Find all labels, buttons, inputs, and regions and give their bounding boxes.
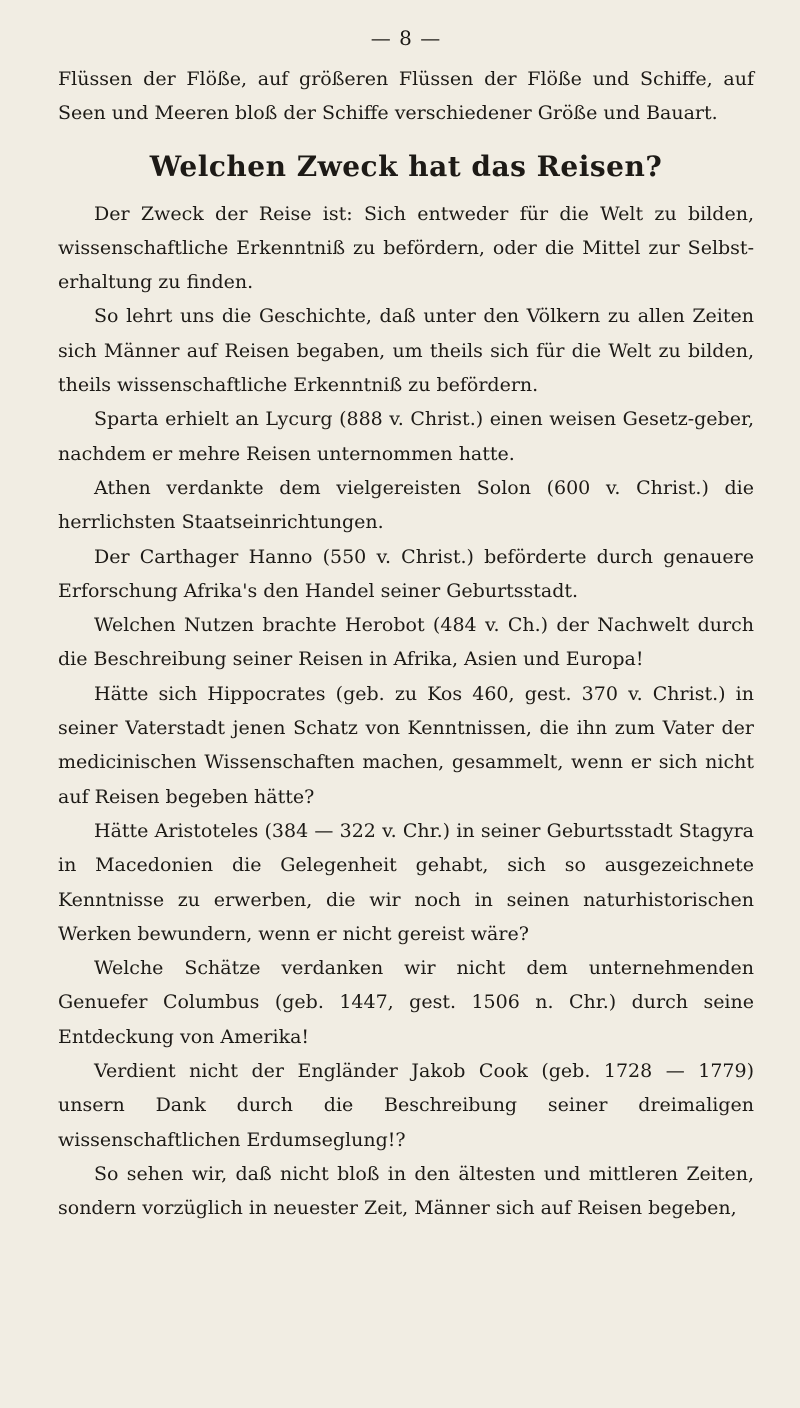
paragraph-neuzeit: So sehen wir, daß nicht bloß in den ältesten und mittleren Zeiten, sondern vorzüglich in neuester Zeit, Männer sich auf Reisen begeben, <box>58 1162 754 1220</box>
paragraph-columbus: Welche Schätze verdanken wir nicht dem unternehmenden Genuefer Columbus (geb. 1447, gest. 1506 n. Chr.) durch seine Entdeckung von Amerika! <box>58 957 754 1048</box>
intro-paragraph: Flüssen der Flöße, auf größeren Flüssen der Flöße und Schiffe, auf Seen und Meeren bloß der Schiffe verschiedener Größe und Bauart. <box>58 68 754 125</box>
section-heading: Welchen Zweck hat das Reisen? <box>149 149 663 183</box>
paragraph-sparta: Sparta erhielt an Lycurg (888 v. Christ.) einen weisen Gesetz-geber, nachdem er mehre Reisen unternommen hatte. <box>58 408 754 465</box>
paragraph-cook: Verdient nicht der Engländer Jakob Cook (geb. 1728 — 1779) unsern Dank durch die Beschreibung seiner dreimaligen wissenschaftlichen Erdumseglung!? <box>58 1060 754 1151</box>
paragraph-athen: Athen verdankte dem vielgereisten Solon (600 v. Christ.) die herrlichsten Staatseinrichtungen. <box>58 476 754 534</box>
paragraph-hanno: Der Carthager Hanno (550 v. Christ.) beförderte durch genauere Erforschung Afrika's den Handel seiner Geburtsstadt. <box>58 545 754 602</box>
paragraph-herodot: Welchen Nutzen brachte Herobot (484 v. Ch.) der Nachwelt durch die Beschreibung seiner Reisen in Afrika, Asien und Europa! <box>58 614 754 671</box>
paragraph-geschichte: So lehrt uns die Geschichte, daß unter den Völkern zu allen Zeiten sich Männer auf Reisen begaben, um theils sich für die Welt zu bilden, theils wissenschaftliche Erkenntniß zu befördern. <box>58 305 754 397</box>
paragraph-aristoteles: Hätte Aristoteles (384 — 322 v. Chr.) in seiner Geburtsstadt Stagyra in Macedonien die Gelegenheit gehabt, sich so ausgezeichnete Kenntnisse zu erwerben, die wir noch in seinen naturhistorischen Werken bewundern, wenn er nicht gereist wäre? <box>58 819 754 945</box>
paragraph-hippocrates: Hätte sich Hippocrates (geb. zu Kos 460, gest. 370 v. Christ.) in seiner Vaterstadt jenen Schatz von Kenntnissen, die ihn zum Vater der medicinischen Wissenschaften machen, gesammelt, wenn er sich nicht auf Reisen begeben hätte? <box>58 682 754 808</box>
paragraph-zweck: Der Zweck der Reise ist: Sich entweder für die Welt zu bilden, wissenschaftliche Erkenntniß zu befördern, oder die Mittel zur Selbst-erhaltung zu finden. <box>58 202 754 294</box>
page-number: — 8 — <box>370 26 442 50</box>
